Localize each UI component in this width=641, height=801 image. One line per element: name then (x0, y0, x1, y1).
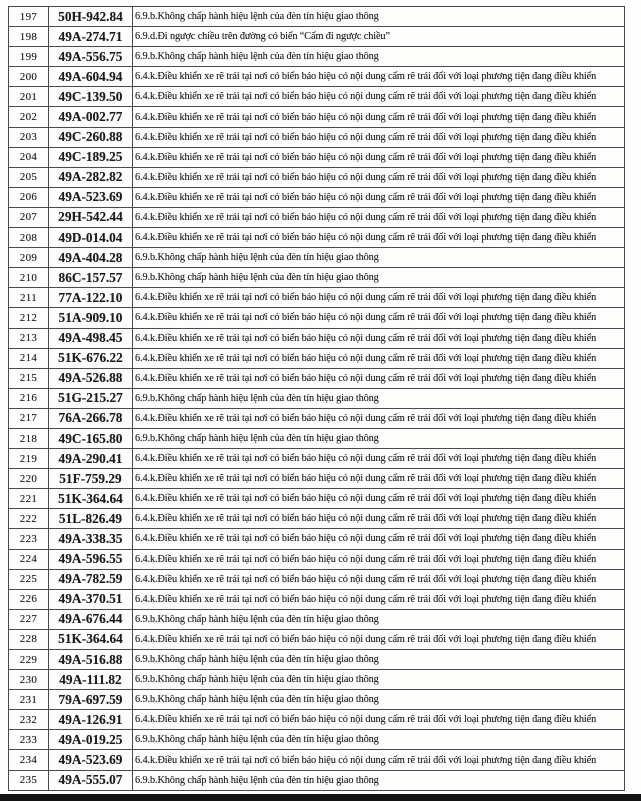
license-plate-cell: 49D-014.04 (49, 228, 133, 248)
violation-text-cell: 6.4.k.Điều khiển xe rẽ trái tại nơi có biển báo hiệu có nội dung cấm rẽ trái đối với loại phương tiện đang điều khiển (133, 107, 625, 127)
table-row (9, 609, 625, 629)
license-plate-cell: 76A-266.78 (49, 408, 133, 428)
license-plate-cell: 49A-523.69 (49, 750, 133, 770)
row-number-cell: 233 (9, 730, 49, 750)
violation-text-cell: 6.9.b.Không chấp hành hiệu lệnh của đèn tín hiệu giao thông (133, 7, 625, 27)
violation-text-cell: 6.4.k.Điều khiển xe rẽ trái tại nơi có biển báo hiệu có nội dung cấm rẽ trái đối với loại phương tiện đang điều khiển (133, 529, 625, 549)
violation-text-cell: 6.4.k.Điều khiển xe rẽ trái tại nơi có biển báo hiệu có nội dung cấm rẽ trái đối với loại phương tiện đang điều khiển (133, 308, 625, 328)
table-row (9, 328, 625, 348)
license-plate-cell: 49A-126.91 (49, 710, 133, 730)
violation-text-cell: 6.9.b.Không chấp hành hiệu lệnh của đèn tín hiệu giao thông (133, 428, 625, 448)
table-row (9, 428, 625, 448)
violation-text-cell: 6.4.k.Điều khiển xe rẽ trái tại nơi có biển báo hiệu có nội dung cấm rẽ trái đối với loại phương tiện đang điều khiển (133, 469, 625, 489)
license-plate-cell: 49A-516.88 (49, 650, 133, 670)
license-plate-cell: 51A-909.10 (49, 308, 133, 328)
table-row (9, 770, 625, 790)
row-number-cell: 216 (9, 388, 49, 408)
license-plate-cell: 49A-282.82 (49, 167, 133, 187)
row-number-cell: 202 (9, 107, 49, 127)
violation-text-cell: 6.9.b.Không chấp hành hiệu lệnh của đèn tín hiệu giao thông (133, 609, 625, 629)
row-number-cell: 199 (9, 47, 49, 67)
table-row (9, 228, 625, 248)
row-number-cell: 225 (9, 569, 49, 589)
violation-text-cell: 6.4.k.Điều khiển xe rẽ trái tại nơi có biển báo hiệu có nội dung cấm rẽ trái đối với loại phương tiện đang điều khiển (133, 449, 625, 469)
violation-text-cell: 6.4.k.Điều khiển xe rẽ trái tại nơi có biển báo hiệu có nội dung cấm rẽ trái đối với loại phương tiện đang điều khiển (133, 288, 625, 308)
row-number-cell: 229 (9, 650, 49, 670)
table-row (9, 288, 625, 308)
license-plate-cell: 49A-404.28 (49, 248, 133, 268)
license-plate-cell: 49A-555.07 (49, 770, 133, 790)
license-plate-cell: 49A-604.94 (49, 67, 133, 87)
row-number-cell: 197 (9, 7, 49, 27)
violation-text-cell: 6.9.b.Không chấp hành hiệu lệnh của đèn tín hiệu giao thông (133, 248, 625, 268)
license-plate-cell: 51F-759.29 (49, 469, 133, 489)
violation-text-cell: 6.4.k.Điều khiển xe rẽ trái tại nơi có biển báo hiệu có nội dung cấm rẽ trái đối với loại phương tiện đang điều khiển (133, 569, 625, 589)
page-bottom-edge-bar (0, 794, 641, 801)
license-plate-cell: 49A-498.45 (49, 328, 133, 348)
table-row (9, 489, 625, 509)
violations-table-body (9, 7, 625, 791)
license-plate-cell: 51K-364.64 (49, 489, 133, 509)
row-number-cell: 207 (9, 207, 49, 227)
license-plate-cell: 51K-676.22 (49, 348, 133, 368)
license-plate-cell: 49C-165.80 (49, 428, 133, 448)
row-number-cell: 204 (9, 147, 49, 167)
violation-text-cell: 6.4.k.Điều khiển xe rẽ trái tại nơi có biển báo hiệu có nội dung cấm rẽ trái đối với loại phương tiện đang điều khiển (133, 589, 625, 609)
violation-text-cell: 6.4.k.Điều khiển xe rẽ trái tại nơi có biển báo hiệu có nội dung cấm rẽ trái đối với loại phương tiện đang điều khiển (133, 348, 625, 368)
row-number-cell: 201 (9, 87, 49, 107)
row-number-cell: 218 (9, 428, 49, 448)
violation-text-cell: 6.4.k.Điều khiển xe rẽ trái tại nơi có biển báo hiệu có nội dung cấm rẽ trái đối với loại phương tiện đang điều khiển (133, 629, 625, 649)
table-row (9, 388, 625, 408)
row-number-cell: 221 (9, 489, 49, 509)
table-row (9, 7, 625, 27)
row-number-cell: 213 (9, 328, 49, 348)
license-plate-cell: 49A-370.51 (49, 589, 133, 609)
row-number-cell: 224 (9, 549, 49, 569)
table-row (9, 549, 625, 569)
violation-text-cell: 6.9.b.Không chấp hành hiệu lệnh của đèn tín hiệu giao thông (133, 388, 625, 408)
row-number-cell: 227 (9, 609, 49, 629)
table-row (9, 629, 625, 649)
table-row (9, 87, 625, 107)
row-number-cell: 205 (9, 167, 49, 187)
row-number-cell: 234 (9, 750, 49, 770)
license-plate-cell: 29H-542.44 (49, 207, 133, 227)
table-row (9, 529, 625, 549)
license-plate-cell: 49A-111.82 (49, 670, 133, 690)
violation-text-cell: 6.9.b.Không chấp hành hiệu lệnh của đèn tín hiệu giao thông (133, 47, 625, 67)
license-plate-cell: 49A-676.44 (49, 609, 133, 629)
table-row (9, 27, 625, 47)
row-number-cell: 211 (9, 288, 49, 308)
violation-text-cell: 6.9.d.Đi ngược chiều trên đường có biển “Cấm đi ngược chiều” (133, 27, 625, 47)
license-plate-cell: 77A-122.10 (49, 288, 133, 308)
violation-text-cell: 6.4.k.Điều khiển xe rẽ trái tại nơi có biển báo hiệu có nội dung cấm rẽ trái đối với loại phương tiện đang điều khiển (133, 710, 625, 730)
license-plate-cell: 49A-290.41 (49, 449, 133, 469)
row-number-cell: 228 (9, 629, 49, 649)
table-row (9, 449, 625, 469)
row-number-cell: 206 (9, 187, 49, 207)
row-number-cell: 222 (9, 509, 49, 529)
table-row (9, 47, 625, 67)
violation-text-cell: 6.9.b.Không chấp hành hiệu lệnh của đèn tín hiệu giao thông (133, 770, 625, 790)
license-plate-cell: 49A-782.59 (49, 569, 133, 589)
license-plate-cell: 49A-002.77 (49, 107, 133, 127)
row-number-cell: 217 (9, 408, 49, 428)
row-number-cell: 200 (9, 67, 49, 87)
license-plate-cell: 79A-697.59 (49, 690, 133, 710)
license-plate-cell: 49A-523.69 (49, 187, 133, 207)
violation-text-cell: 6.4.k.Điều khiển xe rẽ trái tại nơi có biển báo hiệu có nội dung cấm rẽ trái đối với loại phương tiện đang điều khiển (133, 368, 625, 388)
row-number-cell: 214 (9, 348, 49, 368)
table-row (9, 147, 625, 167)
table-row (9, 127, 625, 147)
license-plate-cell: 49A-019.25 (49, 730, 133, 750)
table-row (9, 750, 625, 770)
violations-table (8, 6, 625, 791)
license-plate-cell: 50H-942.84 (49, 7, 133, 27)
table-row (9, 569, 625, 589)
violation-text-cell: 6.4.k.Điều khiển xe rẽ trái tại nơi có biển báo hiệu có nội dung cấm rẽ trái đối với loại phương tiện đang điều khiển (133, 750, 625, 770)
row-number-cell: 212 (9, 308, 49, 328)
violation-text-cell: 6.4.k.Điều khiển xe rẽ trái tại nơi có biển báo hiệu có nội dung cấm rẽ trái đối với loại phương tiện đang điều khiển (133, 127, 625, 147)
table-row (9, 650, 625, 670)
row-number-cell: 215 (9, 368, 49, 388)
row-number-cell: 208 (9, 228, 49, 248)
violation-text-cell: 6.4.k.Điều khiển xe rẽ trái tại nơi có biển báo hiệu có nội dung cấm rẽ trái đối với loại phương tiện đang điều khiển (133, 549, 625, 569)
license-plate-cell: 49A-596.55 (49, 549, 133, 569)
row-number-cell: 203 (9, 127, 49, 147)
table-row (9, 589, 625, 609)
license-plate-cell: 49A-556.75 (49, 47, 133, 67)
table-row (9, 690, 625, 710)
violation-text-cell: 6.4.k.Điều khiển xe rẽ trái tại nơi có biển báo hiệu có nội dung cấm rẽ trái đối với loại phương tiện đang điều khiển (133, 67, 625, 87)
table-row (9, 67, 625, 87)
violation-text-cell: 6.9.b.Không chấp hành hiệu lệnh của đèn tín hiệu giao thông (133, 690, 625, 710)
row-number-cell: 235 (9, 770, 49, 790)
license-plate-cell: 51L-826.49 (49, 509, 133, 529)
violation-text-cell: 6.9.b.Không chấp hành hiệu lệnh của đèn tín hiệu giao thông (133, 650, 625, 670)
table-row (9, 167, 625, 187)
table-row (9, 107, 625, 127)
license-plate-cell: 49C-189.25 (49, 147, 133, 167)
license-plate-cell: 49A-338.35 (49, 529, 133, 549)
table-row (9, 408, 625, 428)
table-row (9, 368, 625, 388)
row-number-cell: 230 (9, 670, 49, 690)
row-number-cell: 220 (9, 469, 49, 489)
table-row (9, 730, 625, 750)
row-number-cell: 209 (9, 248, 49, 268)
row-number-cell: 210 (9, 268, 49, 288)
violation-text-cell: 6.4.k.Điều khiển xe rẽ trái tại nơi có biển báo hiệu có nội dung cấm rẽ trái đối với loại phương tiện đang điều khiển (133, 228, 625, 248)
violation-text-cell: 6.4.k.Điều khiển xe rẽ trái tại nơi có biển báo hiệu có nội dung cấm rẽ trái đối với loại phương tiện đang điều khiển (133, 147, 625, 167)
violation-text-cell: 6.4.k.Điều khiển xe rẽ trái tại nơi có biển báo hiệu có nội dung cấm rẽ trái đối với loại phương tiện đang điều khiển (133, 509, 625, 529)
table-row (9, 207, 625, 227)
row-number-cell: 232 (9, 710, 49, 730)
violation-text-cell: 6.4.k.Điều khiển xe rẽ trái tại nơi có biển báo hiệu có nội dung cấm rẽ trái đối với loại phương tiện đang điều khiển (133, 87, 625, 107)
table-row (9, 469, 625, 489)
row-number-cell: 223 (9, 529, 49, 549)
violation-text-cell: 6.9.b.Không chấp hành hiệu lệnh của đèn tín hiệu giao thông (133, 670, 625, 690)
table-row (9, 268, 625, 288)
violation-text-cell: 6.4.k.Điều khiển xe rẽ trái tại nơi có biển báo hiệu có nội dung cấm rẽ trái đối với loại phương tiện đang điều khiển (133, 187, 625, 207)
table-row (9, 509, 625, 529)
table-row (9, 308, 625, 328)
table-row (9, 670, 625, 690)
table-row (9, 710, 625, 730)
violation-text-cell: 6.4.k.Điều khiển xe rẽ trái tại nơi có biển báo hiệu có nội dung cấm rẽ trái đối với loại phương tiện đang điều khiển (133, 207, 625, 227)
row-number-cell: 231 (9, 690, 49, 710)
row-number-cell: 226 (9, 589, 49, 609)
violation-text-cell: 6.4.k.Điều khiển xe rẽ trái tại nơi có biển báo hiệu có nội dung cấm rẽ trái đối với loại phương tiện đang điều khiển (133, 328, 625, 348)
violation-text-cell: 6.4.k.Điều khiển xe rẽ trái tại nơi có biển báo hiệu có nội dung cấm rẽ trái đối với loại phương tiện đang điều khiển (133, 408, 625, 428)
table-row (9, 248, 625, 268)
table-row (9, 348, 625, 368)
row-number-cell: 219 (9, 449, 49, 469)
license-plate-cell: 51G-215.27 (49, 388, 133, 408)
violation-text-cell: 6.4.k.Điều khiển xe rẽ trái tại nơi có biển báo hiệu có nội dung cấm rẽ trái đối với loại phương tiện đang điều khiển (133, 167, 625, 187)
license-plate-cell: 49A-526.88 (49, 368, 133, 388)
license-plate-cell: 86C-157.57 (49, 268, 133, 288)
violation-text-cell: 6.9.b.Không chấp hành hiệu lệnh của đèn tín hiệu giao thông (133, 268, 625, 288)
violation-text-cell: 6.4.k.Điều khiển xe rẽ trái tại nơi có biển báo hiệu có nội dung cấm rẽ trái đối với loại phương tiện đang điều khiển (133, 489, 625, 509)
violation-text-cell: 6.9.b.Không chấp hành hiệu lệnh của đèn tín hiệu giao thông (133, 730, 625, 750)
license-plate-cell: 49C-260.88 (49, 127, 133, 147)
license-plate-cell: 49A-274.71 (49, 27, 133, 47)
table-row (9, 187, 625, 207)
license-plate-cell: 51K-364.64 (49, 629, 133, 649)
row-number-cell: 198 (9, 27, 49, 47)
license-plate-cell: 49C-139.50 (49, 87, 133, 107)
